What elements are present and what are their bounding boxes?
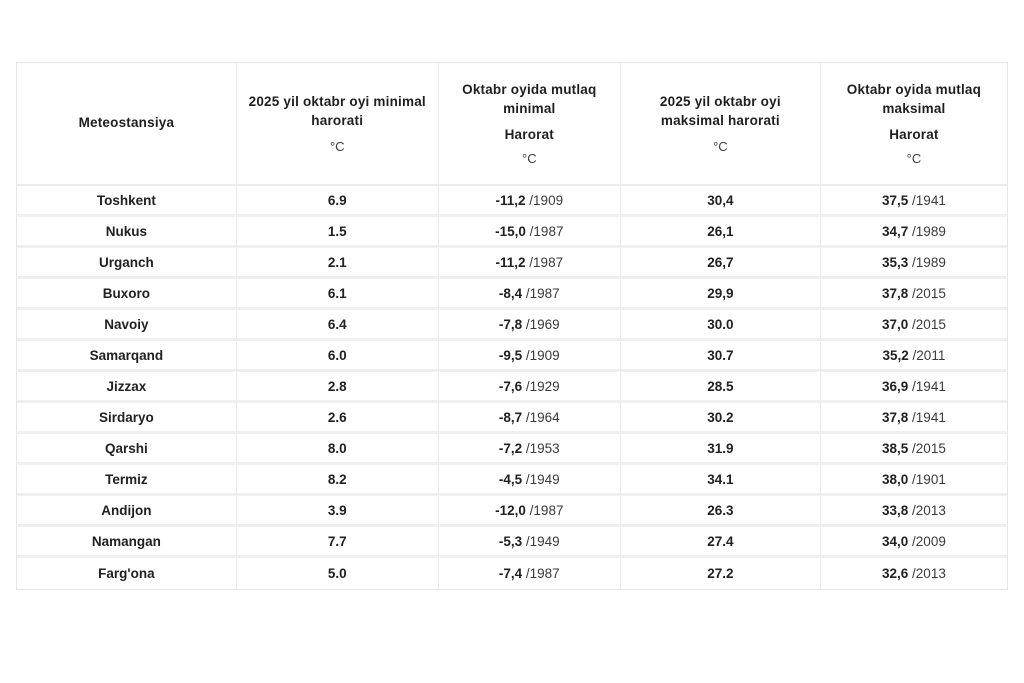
abs-max-year: /2015 — [912, 440, 946, 456]
abs-min-year: /1909 — [529, 192, 564, 208]
column-header-abs-min — [439, 63, 621, 186]
abs-min-value: -4,5 — [498, 471, 523, 487]
abs-min-year: /1953 — [525, 440, 560, 456]
abs-min-cell — [439, 217, 621, 248]
abs-min-cell — [439, 465, 621, 496]
column-unit: °C — [906, 150, 922, 166]
station-cell — [17, 465, 237, 496]
min-2025-cell — [237, 496, 439, 527]
abs-max-cell — [821, 310, 1007, 341]
station-name: Andijon — [101, 502, 152, 518]
station-cell — [17, 310, 237, 341]
max-2025-cell — [621, 279, 821, 310]
max-2025-value: 26.3 — [707, 502, 734, 518]
station-cell — [17, 558, 237, 589]
abs-max-year: /2015 — [912, 316, 946, 332]
station-name: Nukus — [105, 223, 148, 239]
min-2025-cell — [237, 434, 439, 465]
abs-min-cell — [439, 434, 621, 465]
min-2025-value: 3.9 — [327, 502, 347, 518]
max-2025-cell — [621, 465, 821, 496]
abs-min-cell — [439, 527, 621, 558]
max-2025-cell — [621, 341, 821, 372]
max-2025-value: 31.9 — [707, 440, 734, 456]
max-2025-cell — [621, 186, 821, 217]
column-title: Meteostansiya — [78, 115, 175, 131]
station-cell — [17, 434, 237, 465]
abs-min-value: -9,5 — [498, 347, 523, 363]
table-row — [17, 465, 1007, 496]
min-2025-value: 2.8 — [327, 378, 347, 394]
min-2025-cell — [237, 527, 439, 558]
station-cell — [17, 372, 237, 403]
max-2025-value: 27.2 — [707, 566, 734, 581]
abs-max-value: 35,3 — [882, 254, 909, 270]
abs-min-value: -7,8 — [498, 316, 523, 332]
min-2025-cell — [237, 310, 439, 341]
abs-min-year: /1949 — [525, 471, 560, 487]
abs-max-year: /1941 — [912, 378, 946, 394]
min-2025-cell — [237, 558, 439, 589]
min-2025-value: 8.2 — [327, 471, 347, 487]
station-cell — [17, 217, 237, 248]
station-cell — [17, 527, 237, 558]
max-2025-cell — [621, 217, 821, 248]
max-2025-cell — [621, 248, 821, 279]
abs-max-cell — [821, 186, 1007, 217]
min-2025-cell — [237, 279, 439, 310]
abs-max-year: /2013 — [912, 566, 946, 581]
station-name: Qarshi — [104, 440, 148, 456]
abs-min-value: -15,0 — [495, 223, 526, 239]
temperature-table — [16, 62, 1008, 590]
max-2025-value: 28.5 — [707, 378, 734, 394]
min-2025-cell — [237, 217, 439, 248]
abs-max-value: 37,5 — [882, 192, 909, 208]
column-header-max-2025 — [621, 63, 821, 186]
abs-min-cell — [439, 248, 621, 279]
abs-max-cell — [821, 279, 1007, 310]
abs-min-year: /1969 — [525, 316, 560, 332]
min-2025-cell — [237, 403, 439, 434]
abs-min-year: /1987 — [525, 285, 560, 301]
table-row — [17, 186, 1007, 217]
max-2025-cell — [621, 527, 821, 558]
table-row — [17, 248, 1007, 279]
max-2025-value: 30.7 — [707, 347, 734, 363]
abs-min-value: -5,3 — [498, 533, 523, 549]
table-row — [17, 496, 1007, 527]
abs-max-year: /2011 — [912, 347, 946, 363]
abs-min-value: -12,0 — [495, 502, 526, 518]
station-name: Samarqand — [89, 347, 164, 363]
table-row — [17, 527, 1007, 558]
abs-min-year: /1987 — [529, 502, 564, 518]
station-name: Farg'ona — [98, 566, 155, 581]
min-2025-value: 6.1 — [327, 285, 347, 301]
column-title: Oktabr oyida mutlaq minimal — [462, 82, 597, 116]
header-row — [17, 63, 1007, 186]
min-2025-cell — [237, 248, 439, 279]
min-2025-value: 6.4 — [327, 316, 347, 332]
abs-max-year: /1941 — [912, 192, 946, 208]
abs-max-value: 37,0 — [882, 316, 909, 332]
max-2025-value: 30.0 — [707, 316, 734, 332]
abs-min-cell — [439, 186, 621, 217]
table-row — [17, 403, 1007, 434]
min-2025-cell — [237, 341, 439, 372]
abs-min-cell — [439, 341, 621, 372]
station-name: Urganch — [99, 254, 154, 270]
abs-max-value: 37,8 — [882, 409, 909, 425]
abs-max-year: /1989 — [912, 254, 946, 270]
max-2025-value: 26,7 — [707, 254, 734, 270]
abs-max-value: 38,5 — [882, 440, 909, 456]
abs-max-value: 34,7 — [882, 223, 909, 239]
abs-max-cell — [821, 341, 1007, 372]
abs-max-cell — [821, 248, 1007, 279]
max-2025-cell — [621, 310, 821, 341]
abs-min-value: -11,2 — [495, 254, 526, 270]
min-2025-value: 1.5 — [327, 223, 347, 239]
column-header-abs-max — [821, 63, 1007, 186]
abs-min-year: /1987 — [525, 566, 560, 581]
abs-max-cell — [821, 217, 1007, 248]
column-subtitle: Harorat — [889, 126, 939, 142]
abs-max-year: /1989 — [912, 223, 946, 239]
abs-max-cell — [821, 496, 1007, 527]
station-cell — [17, 341, 237, 372]
station-cell — [17, 403, 237, 434]
abs-min-cell — [439, 403, 621, 434]
station-name: Termiz — [105, 471, 148, 487]
station-name: Sirdaryo — [98, 409, 154, 425]
station-name: Jizzax — [106, 378, 147, 394]
column-header-station — [17, 63, 237, 186]
min-2025-value: 2.6 — [327, 409, 347, 425]
max-2025-cell — [621, 496, 821, 527]
abs-max-cell — [821, 403, 1007, 434]
table-row — [17, 217, 1007, 248]
abs-min-year: /1949 — [525, 533, 560, 549]
station-name: Navoiy — [104, 316, 149, 332]
abs-max-cell — [821, 465, 1007, 496]
station-name: Toshkent — [96, 192, 156, 208]
abs-max-cell — [821, 372, 1007, 403]
abs-max-year: /2013 — [912, 502, 946, 518]
min-2025-value: 6.0 — [327, 347, 347, 363]
abs-min-year: /1964 — [525, 409, 560, 425]
abs-max-value: 37,8 — [882, 285, 909, 301]
station-cell — [17, 248, 237, 279]
abs-min-year: /1987 — [529, 254, 564, 270]
abs-max-cell — [821, 434, 1007, 465]
abs-max-value: 35,2 — [882, 347, 909, 363]
abs-max-year: /2015 — [912, 285, 946, 301]
table-row — [17, 558, 1007, 589]
station-cell — [17, 279, 237, 310]
max-2025-value: 27.4 — [707, 533, 734, 549]
abs-min-value: -7,6 — [498, 378, 523, 394]
max-2025-cell — [621, 372, 821, 403]
table-row — [17, 341, 1007, 372]
min-2025-cell — [237, 465, 439, 496]
abs-min-value: -7,2 — [498, 440, 523, 456]
column-unit: °C — [522, 150, 537, 166]
min-2025-value: 8.0 — [327, 440, 347, 456]
abs-min-year: /1987 — [529, 223, 564, 239]
table-row — [17, 279, 1007, 310]
table-body — [17, 186, 1007, 589]
column-title: Oktabr oyida mutlaq maksimal — [846, 82, 982, 116]
table-row — [17, 434, 1007, 465]
max-2025-cell — [621, 403, 821, 434]
abs-min-value: -8,7 — [498, 409, 523, 425]
abs-min-year: /1929 — [525, 378, 560, 394]
table-row — [17, 372, 1007, 403]
abs-min-year: /1909 — [525, 347, 560, 363]
max-2025-value: 34.1 — [707, 471, 734, 487]
max-2025-value: 30,4 — [707, 192, 734, 208]
abs-max-year: /1941 — [912, 409, 946, 425]
max-2025-value: 29,9 — [707, 285, 734, 301]
station-cell — [17, 186, 237, 217]
table-header — [17, 63, 1007, 186]
station-cell — [17, 496, 237, 527]
abs-max-year: /1901 — [912, 471, 946, 487]
abs-max-value: 33,8 — [882, 502, 909, 518]
column-unit: °C — [713, 138, 728, 154]
max-2025-value: 26,1 — [707, 223, 734, 239]
station-name: Buxoro — [102, 285, 150, 301]
abs-max-value: 34,0 — [882, 533, 909, 549]
table-row — [17, 310, 1007, 341]
abs-max-cell — [821, 527, 1007, 558]
max-2025-value: 30.2 — [707, 409, 734, 425]
max-2025-cell — [621, 558, 821, 589]
abs-max-value: 36,9 — [882, 378, 909, 394]
min-2025-value: 5.0 — [327, 566, 347, 581]
column-subtitle: Harorat — [504, 126, 554, 142]
abs-min-value: -11,2 — [495, 192, 526, 208]
min-2025-cell — [237, 372, 439, 403]
column-unit: °C — [329, 138, 345, 154]
column-title: 2025 yil oktabr oyi maksimal harorati — [659, 94, 781, 128]
min-2025-value: 7.7 — [327, 533, 347, 549]
abs-min-cell — [439, 279, 621, 310]
abs-max-value: 32,6 — [882, 566, 909, 581]
column-header-min-2025 — [237, 63, 439, 186]
abs-min-value: -8,4 — [498, 285, 523, 301]
abs-min-cell — [439, 372, 621, 403]
abs-min-cell — [439, 558, 621, 589]
abs-max-cell — [821, 558, 1007, 589]
abs-min-cell — [439, 496, 621, 527]
min-2025-value: 2.1 — [327, 254, 347, 270]
max-2025-cell — [621, 434, 821, 465]
abs-min-value: -7,4 — [498, 566, 523, 581]
abs-max-value: 38,0 — [882, 471, 909, 487]
station-name: Namangan — [91, 533, 161, 549]
column-title: 2025 yil oktabr oyi minimal harorati — [248, 94, 426, 128]
min-2025-value: 6.9 — [327, 192, 347, 208]
min-2025-cell — [237, 186, 439, 217]
abs-max-year: /2009 — [912, 533, 946, 549]
abs-min-cell — [439, 310, 621, 341]
